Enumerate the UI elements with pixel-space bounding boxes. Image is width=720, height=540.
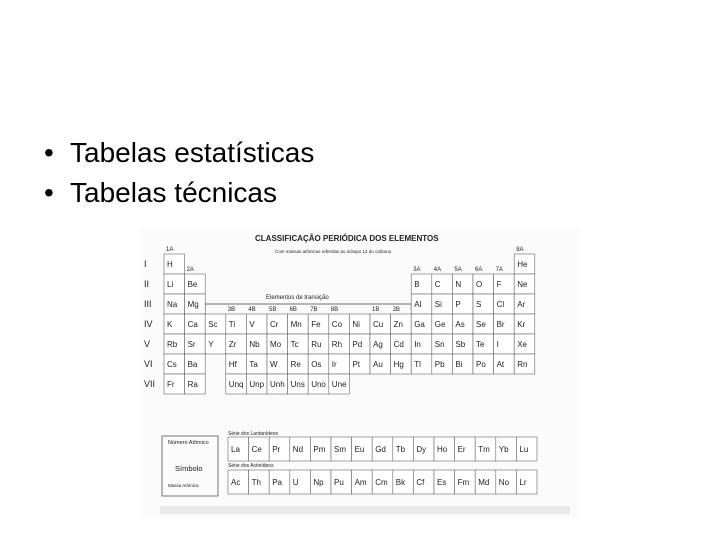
element-symbol: K: [167, 320, 173, 329]
element-symbol: Hg: [393, 360, 404, 369]
element-symbol: Sc: [208, 320, 218, 329]
element-symbol: W: [270, 360, 278, 369]
element-symbol: U: [292, 478, 299, 487]
group-label: 6B: [289, 307, 297, 313]
element-symbol: Li: [167, 280, 174, 289]
periodic-table-image: [140, 228, 580, 518]
element-symbol: Tm: [478, 445, 490, 454]
element-symbol: Cd: [393, 340, 404, 349]
element-symbol: Th: [251, 478, 261, 487]
element-symbol: Fr: [167, 380, 175, 389]
element-symbol: Mn: [290, 320, 302, 329]
element-symbol: Co: [331, 320, 343, 329]
element-symbol: Hf: [228, 360, 237, 369]
group-label: 8B: [330, 307, 339, 313]
bullet-item: • Tabelas estatísticas: [44, 137, 315, 168]
actinides-label: Série dos Actinídeos: [228, 463, 274, 469]
element-symbol: Yb: [498, 445, 509, 454]
element-symbol: Br: [496, 320, 505, 329]
element-symbol: Au: [373, 360, 383, 369]
element-symbol: Y: [208, 340, 214, 349]
element-symbol: Ge: [434, 320, 446, 329]
element-symbol: Np: [313, 478, 324, 487]
element-symbol: Tb: [395, 445, 406, 454]
element-symbol: Al: [414, 300, 422, 309]
element-symbol: Pt: [352, 360, 360, 369]
transition-label: Elementos de transição: [266, 295, 329, 301]
element-symbol: Unh: [270, 380, 285, 389]
element-symbol: Am: [354, 478, 367, 487]
group-label: 1A: [166, 247, 174, 253]
table-subtitle: Com massas atômicas referidas ao isótopo 12 do carbono: [275, 249, 392, 254]
element-symbol: Se: [476, 320, 486, 329]
element-symbol: N: [455, 280, 462, 289]
group-label: 3B: [227, 307, 236, 313]
group-label: 4B: [248, 307, 256, 313]
element-symbol: Rn: [517, 360, 528, 369]
element-symbol: Na: [167, 300, 178, 309]
element-symbol: As: [455, 320, 465, 329]
element-symbol: Uno: [311, 380, 326, 389]
group-label: 5A: [454, 267, 462, 273]
element-symbol: Bi: [455, 360, 463, 369]
group-label: 1B: [372, 307, 380, 313]
element-symbol: No: [498, 478, 510, 487]
element-symbol: Xe: [517, 340, 527, 349]
element-symbol: Ne: [517, 280, 528, 289]
element-symbol: Pa: [272, 478, 282, 487]
group-label: 7B: [310, 307, 318, 313]
period-label: VI: [144, 359, 153, 369]
bullet-text: Tabelas estatísticas: [70, 137, 315, 168]
group-label: 2B: [392, 307, 400, 313]
group-label: 5B: [269, 307, 277, 313]
element-symbol: Lu: [519, 445, 529, 454]
element-symbol: Bk: [395, 478, 406, 487]
element-symbol: Si: [434, 300, 442, 309]
element-symbol: Kr: [517, 320, 526, 329]
element-symbol: Unp: [249, 380, 265, 389]
bullet-item: • Tabelas técnicas: [44, 177, 278, 208]
element-symbol: Rb: [167, 340, 178, 349]
element-symbol: Mo: [270, 340, 282, 349]
element-symbol: In: [414, 340, 421, 349]
element-symbol: Te: [476, 340, 485, 349]
element-symbol: Mg: [187, 300, 199, 309]
element-symbol: Fm: [457, 478, 470, 487]
table-title: CLASSIFICAÇÃO PERIÓDICA DOS ELEMENTOS: [255, 234, 439, 243]
element-symbol: Ce: [251, 445, 262, 454]
element-symbol: Dy: [416, 445, 427, 454]
element-symbol: Cf: [416, 478, 425, 487]
group-label: 4A: [433, 267, 442, 273]
element-symbol: Ho: [437, 445, 448, 454]
element-symbol: At: [496, 360, 505, 369]
element-symbol: Cl: [496, 300, 505, 309]
element-symbol: Une: [331, 380, 347, 389]
period-label: V: [144, 339, 151, 349]
periodic-table-graphic: [140, 228, 580, 518]
element-symbol: Md: [478, 478, 490, 487]
element-symbol: Ti: [228, 320, 236, 329]
period-label: IV: [144, 319, 153, 329]
element-symbol: I: [496, 340, 499, 349]
element-symbol: Zn: [393, 320, 403, 329]
group-label: 3A: [413, 267, 421, 273]
element-symbol: Lr: [519, 478, 527, 487]
element-symbol: Po: [476, 360, 486, 369]
element-symbol: Nd: [292, 445, 304, 454]
element-symbol: Pu: [334, 478, 344, 487]
element-symbol: C: [434, 280, 441, 289]
element-symbol: He: [517, 260, 528, 269]
element-symbol: Cs: [167, 360, 177, 369]
element-symbol: F: [496, 280, 502, 289]
element-symbol: S: [476, 300, 482, 309]
period-label: VII: [144, 379, 156, 389]
element-symbol: Ba: [187, 360, 198, 369]
element-symbol: Tl: [414, 360, 421, 369]
element-symbol: Ag: [373, 340, 383, 349]
element-symbol: Ar: [517, 300, 526, 309]
period-label: II: [144, 279, 150, 289]
element-symbol: Es: [437, 478, 447, 487]
element-symbol: Pd: [352, 340, 363, 349]
element-symbol: Ta: [249, 360, 258, 369]
element-symbol: Re: [290, 360, 301, 369]
element-symbol: Rh: [331, 340, 343, 349]
element-symbol: La: [231, 445, 240, 454]
element-symbol: Pr: [272, 445, 281, 454]
element-symbol: Ir: [331, 360, 337, 369]
element-symbol: Sm: [334, 445, 346, 454]
group-label: 2A: [186, 267, 194, 273]
element-symbol: Eu: [354, 445, 365, 454]
period-label: I: [144, 259, 147, 269]
bullet-text: Tabelas técnicas: [70, 177, 278, 208]
element-symbol: Ra: [187, 380, 198, 389]
element-symbol: Cm: [375, 478, 388, 487]
element-symbol: Pb: [434, 360, 445, 369]
element-symbol: Tc: [290, 340, 299, 349]
element-symbol: Ac: [231, 478, 241, 487]
element-symbol: Er: [457, 445, 466, 454]
element-symbol: Fe: [311, 320, 321, 329]
group-label: 8A: [516, 247, 524, 253]
element-symbol: O: [476, 280, 483, 289]
lanthanides-label: Série dos Lantanídeos: [228, 431, 279, 437]
legend-mass: Massa Atômica: [168, 483, 199, 488]
legend-atomic-number: Número Atômico: [168, 440, 209, 446]
element-symbol: Cr: [270, 320, 279, 329]
group-label: 7A: [495, 267, 503, 273]
element-symbol: Sr: [187, 340, 196, 349]
element-symbol: Pm: [313, 445, 326, 454]
element-symbol: Gd: [375, 445, 386, 454]
element-symbol: Ru: [311, 340, 322, 349]
element-symbol: Unq: [228, 380, 244, 389]
element-symbol: Cu: [373, 320, 384, 329]
element-symbol: Ni: [352, 320, 360, 329]
period-label: III: [144, 299, 152, 309]
element-symbol: Ga: [414, 320, 425, 329]
element-symbol: V: [249, 320, 255, 329]
element-symbol: P: [455, 300, 461, 309]
element-symbol: B: [414, 280, 420, 289]
group-label: 6A: [475, 267, 483, 273]
element-symbol: Os: [311, 360, 322, 369]
element-symbol: Sb: [455, 340, 466, 349]
bullet-list: [44, 133, 314, 213]
element-symbol: Be: [187, 280, 198, 289]
transition-bracket: [205, 304, 411, 310]
element-symbol: Zr: [228, 340, 237, 349]
element-symbol: Nb: [249, 340, 260, 349]
element-symbol: Uns: [290, 380, 305, 389]
footnote-strip: [160, 506, 570, 514]
element-symbol: H: [167, 260, 173, 269]
element-symbol: Ca: [187, 320, 198, 329]
element-symbol: Sn: [434, 340, 445, 349]
legend-symbol: Símbolo: [175, 464, 203, 473]
